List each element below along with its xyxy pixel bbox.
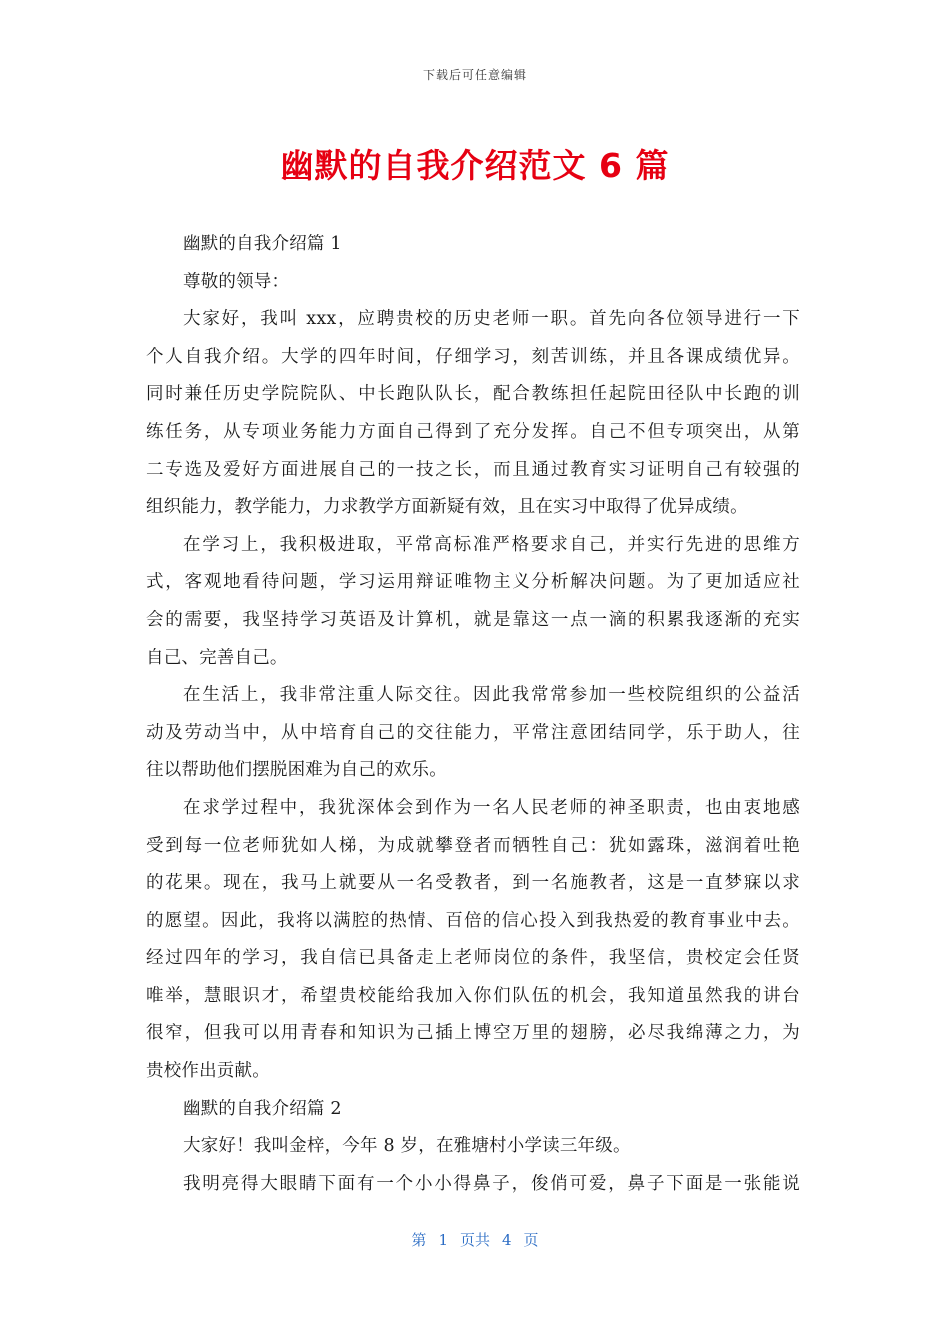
- text-line: 二专选及爱好方面进展自己的一技之长，而且通过教育实习证明自己有较强的: [146, 459, 800, 480]
- text-line: 自己、完善自己。: [146, 647, 288, 668]
- page-current: 1: [438, 1231, 448, 1249]
- text-line: 在学习上，我积极进取，平常高标准严格要求自己，并实行先进的思维方: [183, 534, 800, 555]
- text-line: 同时兼任历史学院院队、中长跑队队长，配合教练担任起院田径队中长跑的训: [146, 384, 800, 405]
- text-line: 组织能力，教学能力，力求教学方面新疑有效，且在实习中取得了优异成绩。: [146, 497, 748, 518]
- text-line: 往以帮助他们摆脱困难为自己的欢乐。: [146, 760, 447, 781]
- text-line: 幽默的自我介绍篇 2: [183, 1098, 342, 1119]
- text-line: 个人自我介绍。大学的四年时间，仔细学习，刻苦训练，并且各课成绩优异。: [146, 346, 800, 367]
- text-line: 式，客观地看待问题，学习运用辩证唯物主义分析解决问题。为了更加适应社: [146, 572, 800, 593]
- page-footer: [0, 1229, 950, 1250]
- document-title: 幽默的自我介绍范文 6 篇: [280, 146, 670, 185]
- text-line: 贵校作出贡献。: [146, 1061, 270, 1082]
- page-label-prefix: 第: [411, 1231, 427, 1249]
- text-line: 大家好！我叫金梓，今年 8 岁，在雅塘村小学读三年级。: [183, 1136, 631, 1157]
- text-line: 在生活上，我非常注重人际交往。因此我常常参加一些校院组织的公益活: [183, 685, 800, 706]
- text-line: 经过四年的学习，我自信已具备走上老师岗位的条件，我坚信，贵校定会任贤: [146, 948, 800, 969]
- text-line: 在求学过程中，我犹深体会到作为一名人民老师的神圣职责，也由衷地感: [183, 797, 800, 818]
- header-note: 下载后可任意编辑: [422, 68, 527, 82]
- page-label-mid: 页共: [459, 1231, 490, 1249]
- page-label-suffix: 页: [523, 1231, 539, 1249]
- page-total: 4: [502, 1231, 512, 1249]
- text-line: 会的需要，我坚持学习英语及计算机，就是靠这一点一滴的积累我逐渐的充实: [146, 609, 800, 630]
- text-line: 幽默的自我介绍篇 1: [183, 234, 342, 254]
- text-line: 尊敬的领导：: [183, 271, 290, 292]
- text-line: 的花果。现在，我马上就要从一名受教者，到一名施教者，这是一直梦寐以求: [146, 873, 800, 894]
- document-body: [146, 226, 800, 1203]
- text-line: 很窄，但我可以用青春和知识为己插上博空万里的翅膀，必尽我绵薄之力，为: [146, 1023, 800, 1044]
- text-line: 受到每一位老师犹如人梯，为成就攀登者而牺牲自己：犹如露珠，滋润着吐艳: [146, 835, 800, 856]
- text-line: 练任务，从专项业务能力方面自己得到了充分发挥。自己不但专项突出，从第: [146, 421, 800, 442]
- text-line: 大家好，我叫 xxx，应聘贵校的历史老师一职。首先向各位领导进行一下: [183, 309, 800, 330]
- text-line: 唯举，慧眼识才，希望贵校能给我加入你们队伍的机会，我知道虽然我的讲台: [146, 985, 800, 1006]
- text-line: 动及劳动当中，从中培育自己的交往能力，平常注意团结同学，乐于助人，往: [146, 722, 800, 743]
- text-line: 我明亮得大眼睛下面有一个小小得鼻子，俊俏可爱，鼻子下面是一张能说: [183, 1173, 800, 1194]
- text-line: 的愿望。因此，我将以满腔的热情、百倍的信心投入到我热爱的教育事业中去。: [146, 910, 800, 931]
